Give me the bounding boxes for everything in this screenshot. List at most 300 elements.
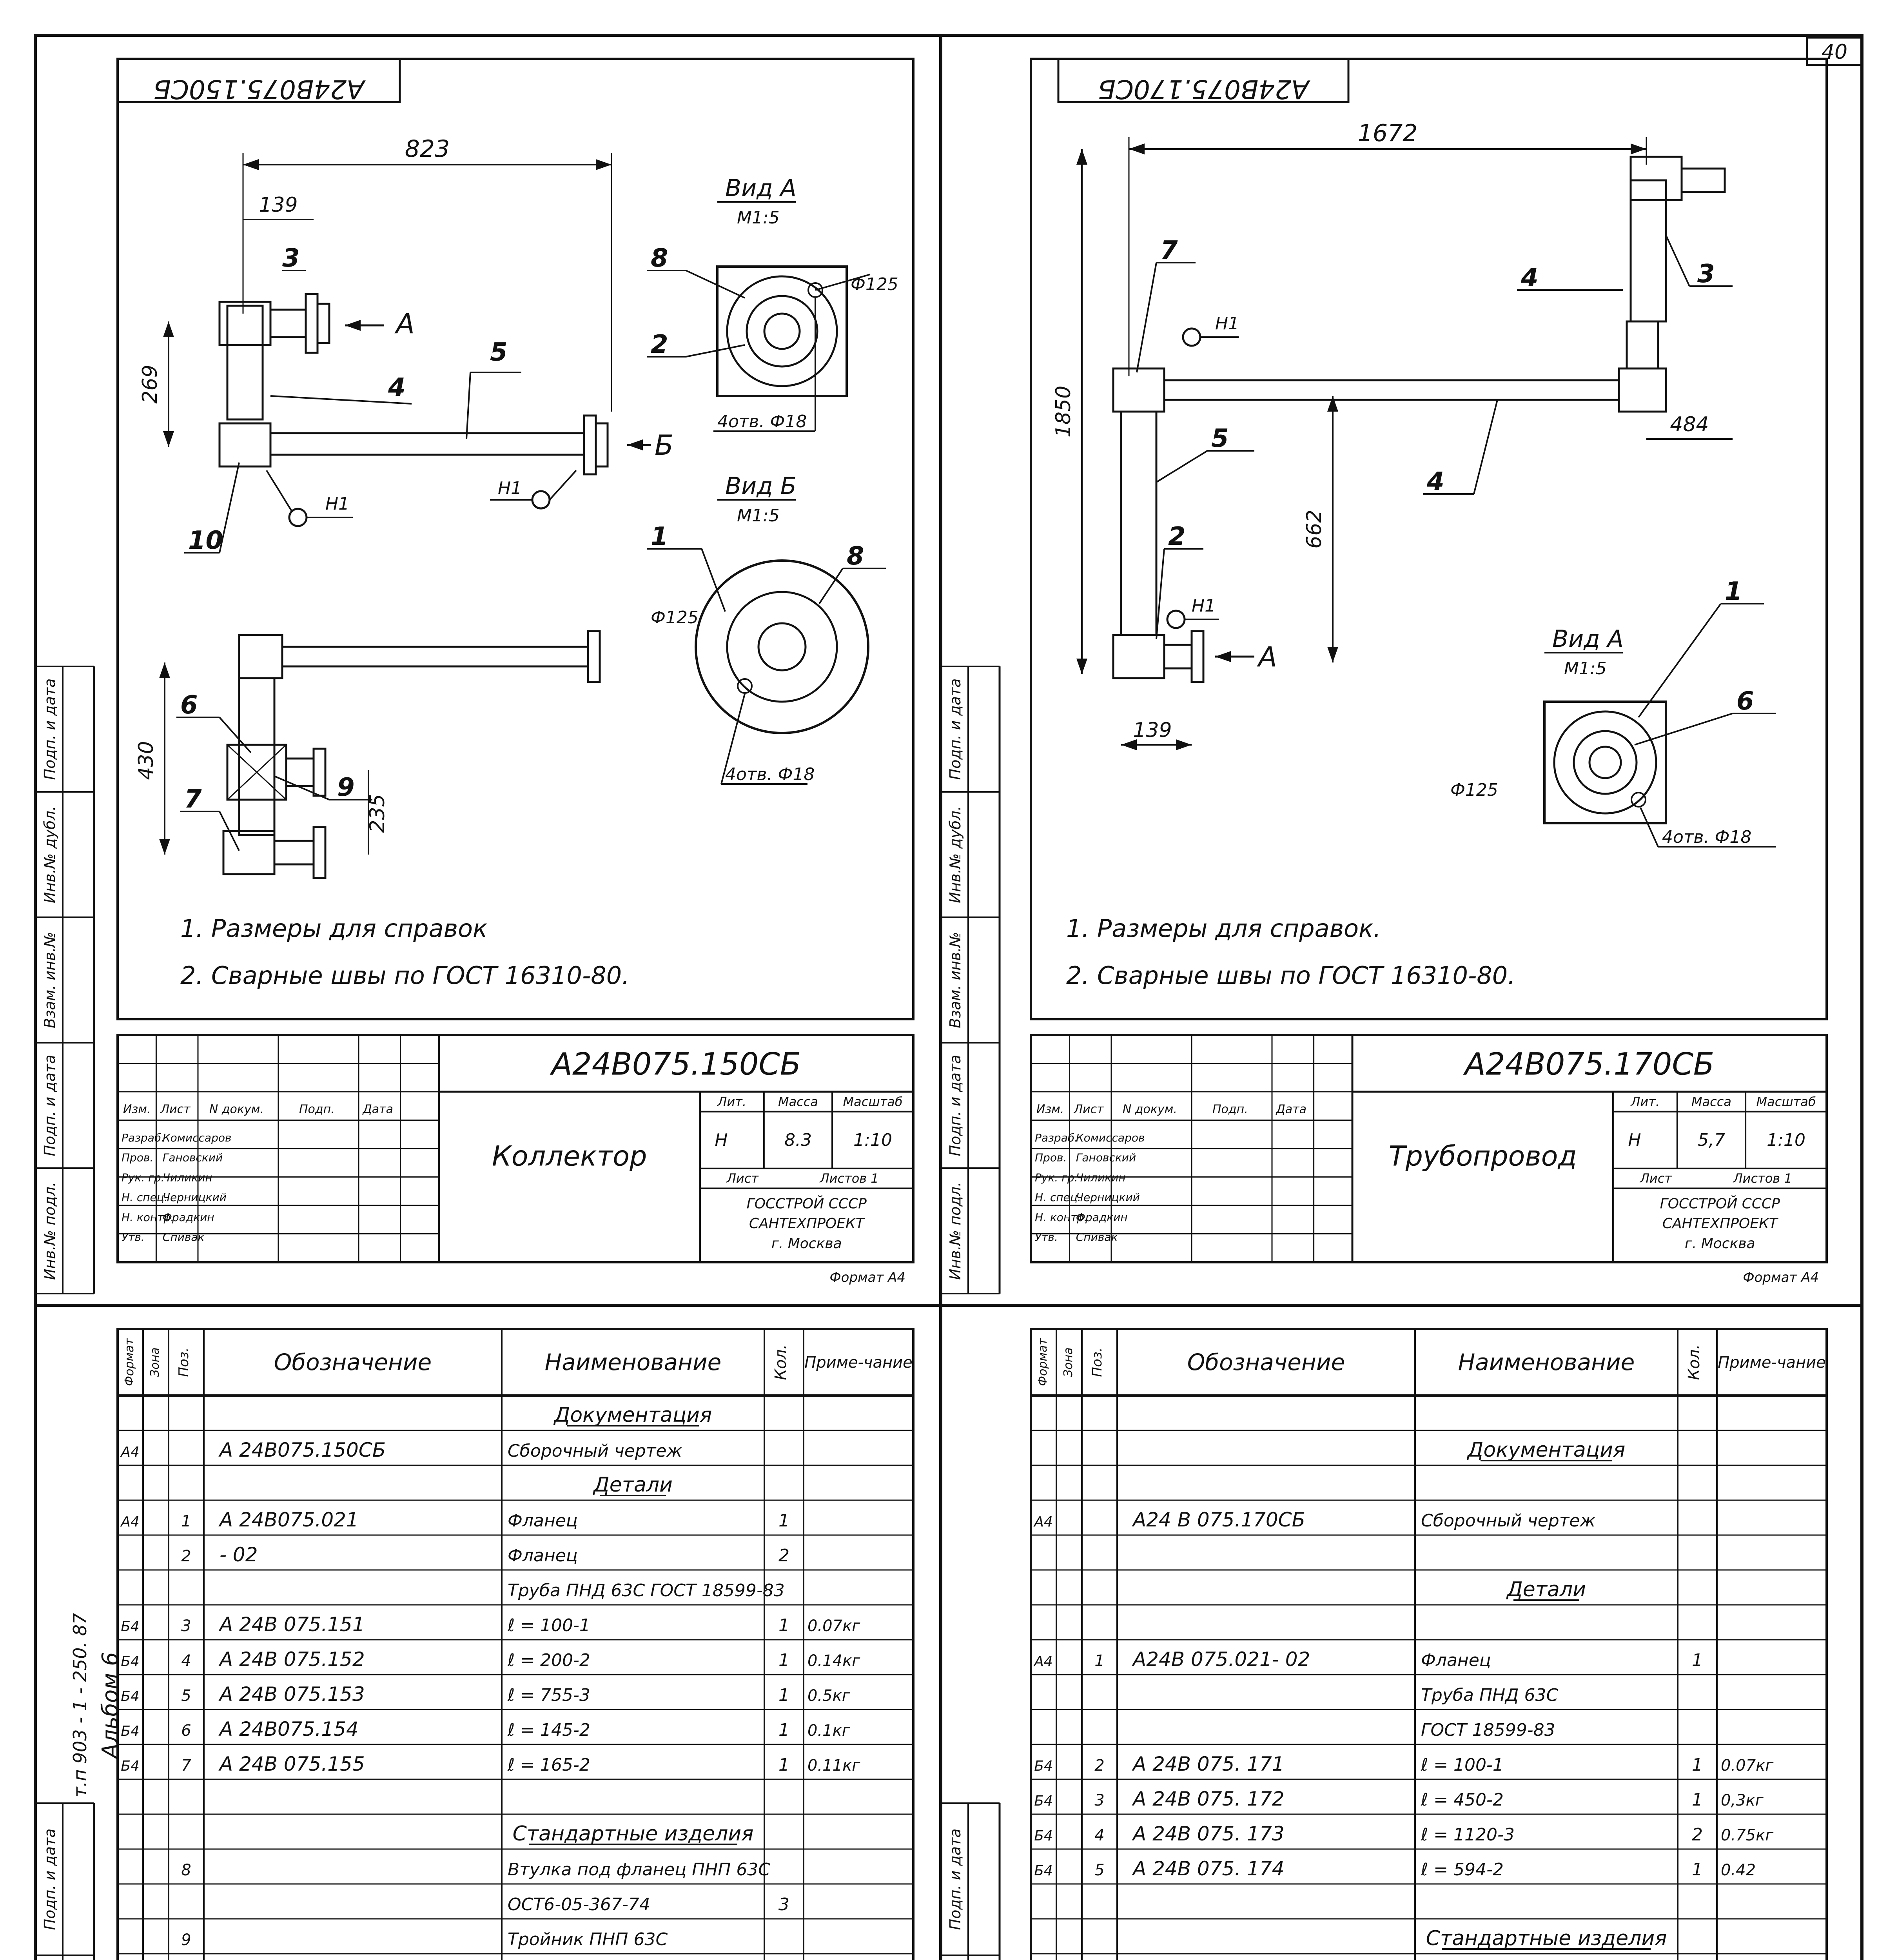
specification-table [118,1329,913,1960]
signatory-name: Гановский [162,1151,223,1164]
elbow-top-2 [239,635,282,678]
side-stamp-label: Инв.№ подл. [947,1181,964,1280]
leader [1137,263,1156,372]
cell-name: Детали [1507,1578,1586,1601]
mass-value: 8.3 [784,1130,812,1150]
label-sheet: Лист [726,1171,758,1186]
pos-4: 4 [388,373,406,402]
leader [466,372,470,439]
cell-name: Фланец [1421,1650,1491,1670]
dim-1850: 1850 [1052,385,1075,438]
flange-bottom [314,827,325,878]
pipe-stub [270,310,306,337]
arrowhead [1327,647,1338,662]
cell-qty: 2 [1692,1825,1703,1845]
cell-format: Б4 [1034,1863,1053,1879]
cell-name: ℓ = 100-1 [508,1615,590,1635]
cell-format: Б4 [121,1688,140,1704]
cell-code: А 24В 075. 172 [1133,1788,1285,1810]
view-a-scale: М1:5 [737,208,780,228]
pipe-horizontal-2 [282,647,588,666]
label-lit: Лит. [1631,1094,1660,1109]
dim-269: 269 [138,365,162,404]
cell-name: Втулка под фланец ПНП 63С [508,1860,771,1880]
signatory-name: Чиликин [1076,1171,1126,1184]
flange-circle-outer [727,276,837,386]
signatory-name: Чиликин [162,1171,212,1184]
view-a-scale: М1:5 [1564,659,1607,679]
cell-note: 0.14кг [807,1652,860,1670]
label-sheet: Лист [1640,1171,1672,1186]
arrowhead [1176,739,1192,750]
pos-8: 8 [847,542,864,571]
cell-name: Стандартные изделия [512,1822,754,1846]
cell-format: Б4 [121,1758,140,1774]
arrowhead [627,439,643,450]
arrowhead [159,662,170,678]
cell-name: ℓ = 594-2 [1421,1860,1504,1880]
cell-code: А 24В 075.152 [220,1648,365,1671]
arrowhead [163,321,174,337]
arrowhead [1631,143,1646,154]
product-name: Трубопровод [1388,1140,1577,1172]
cell-qty: 1 [778,1650,789,1670]
cell-code: А 24В075.150СБ [220,1439,386,1461]
cell-pos: 1 [1094,1652,1105,1670]
header-qty: Кол. [772,1344,790,1380]
leader [220,717,251,753]
dim-139: 139 [259,193,298,217]
cell-name: ГОСТ 18599-83 [1421,1720,1555,1740]
title-label-podp: Подп. [299,1102,335,1116]
cell-format: Б4 [121,1723,140,1739]
square-flange-a [1544,702,1666,823]
cell-pos: 1 [181,1512,191,1530]
side-stamp-label: Подп. и дата [947,1054,964,1156]
view-letter-a: А [1258,641,1277,673]
pos-6: 6 [180,691,198,720]
cell-format: Б4 [1034,1828,1053,1844]
cell-qty: 1 [778,1615,789,1635]
cell-code: А 24В 075.151 [220,1613,365,1636]
header-note: Приме-чание [804,1354,913,1372]
arrowhead [159,839,170,855]
cell-pos: 6 [181,1722,191,1740]
cell-pos: 8 [181,1861,191,1879]
arrowhead [243,159,259,170]
arrowhead [1215,651,1231,662]
cell-name: ℓ = 165-2 [508,1755,590,1775]
header-qty: Кол. [1685,1344,1703,1380]
cell-name: Тройник ПНП 63С [508,1929,668,1949]
weld-mark [1183,328,1200,346]
title-block-code: А24В075.170СБ [1464,1047,1715,1082]
title-label-utv: Утв. [122,1230,145,1244]
title-label-nspec: Н. спец. [122,1191,168,1204]
leader [550,470,576,500]
title-label-prov: Пров. [122,1151,154,1164]
cell-format: Б4 [121,1619,140,1635]
signatory-name: Фрадкин [1076,1210,1128,1224]
pos-1: 1 [1725,577,1742,606]
cell-format: А4 [1034,1653,1053,1670]
cell-name: Фланец [508,1546,578,1566]
label-mass: Масса [778,1094,818,1109]
cell-code: А 24В 075.155 [220,1753,365,1775]
side-stamp-label: Подп. и дата [41,1828,58,1930]
title-label-razrab: Разраб. [122,1131,165,1144]
title-label-prov: Пров. [1035,1151,1067,1164]
title-label-podp: Подп. [1212,1102,1248,1116]
mirrored-code: А24В075.170СБ [1098,74,1309,104]
cell-pos: 5 [1094,1861,1105,1879]
pipe-horizontal [1164,380,1619,400]
pos-5: 5 [490,338,508,367]
elbow-top-right [1631,157,1682,200]
cell-pos: 3 [1094,1791,1105,1809]
view-letter-b: Б [655,429,674,461]
cell-pos: 3 [181,1617,191,1635]
title-block [118,1035,913,1285]
flange-circle-mid [727,592,837,702]
weld-label-h1: Н1 [498,478,522,498]
cell-name: ℓ = 100-1 [1421,1755,1504,1775]
side-stamp-label: Подп. и дата [41,678,58,780]
cell-note: 0.75кг [1721,1826,1774,1844]
cell-code: А 24В 075. 174 [1133,1857,1285,1880]
label-sheets: Листов 1 [1733,1171,1792,1186]
flange-circle-inner [1589,747,1621,778]
leader [1640,808,1658,847]
pipe-stub-top [1682,169,1725,192]
side-stamp-label: Инв.№ дубл. [41,806,58,903]
cell-note: 0.07кг [1721,1757,1774,1775]
pos-4: 4 [1427,467,1444,496]
dim-662: 662 [1303,510,1326,549]
title-label-rukgr: Рук. гр. [122,1171,165,1184]
cell-note: 0,3кг [1721,1791,1764,1809]
pipe-horizontal [270,433,584,455]
cell-qty: 1 [778,1720,789,1740]
flange-circle-outer [1554,711,1656,813]
signatory-name: Гановский [1076,1151,1136,1164]
leader [686,345,745,357]
arrowhead [1076,659,1087,674]
header-zone: Зона [1061,1347,1075,1377]
cell-pos: 9 [181,1931,191,1949]
side-stamp-label: Взам. инв.№ [947,932,964,1028]
dim-1672: 1672 [1357,120,1418,147]
cell-pos: 2 [1094,1757,1105,1775]
cell-pos: 4 [181,1652,191,1670]
cell-name: Документация [1467,1438,1626,1462]
cell-name: ℓ = 1120-3 [1421,1825,1515,1845]
leader [1635,713,1733,745]
pos-7: 7 [1160,236,1178,265]
cell-format: Б4 [1034,1793,1053,1809]
cell-format: А4 [121,1514,140,1530]
label-mass: Масса [1691,1094,1731,1109]
title-block-code: А24В075.150СБ [551,1047,801,1082]
side-stamp-label: Подп. и дата [41,1054,58,1156]
pipe-vertical-2 [239,678,274,835]
cell-note: 0.5кг [807,1687,850,1705]
album-label: Альбом 6 [98,1652,123,1759]
cell-code: А 24В075.154 [220,1718,359,1740]
cell-code: - 02 [220,1543,258,1566]
header-note: Приме-чание [1718,1354,1826,1372]
bolt-holes-label: 4отв. Ф18 [725,764,815,784]
mass-value: 5,7 [1697,1130,1725,1150]
side-stamp-label: Подп. и дата [947,1828,964,1930]
flange-mid [314,749,325,796]
cell-note: 0.07кг [807,1617,860,1635]
pos-1: 1 [651,522,668,551]
bolt-hole [1631,793,1646,807]
drawing-frame [1031,59,1827,1019]
note-1: 1. Размеры для справок [180,914,488,943]
flange-top [306,294,318,353]
arrowhead [345,320,361,331]
pos-4: 4 [1521,263,1539,292]
lit-value: Н [1628,1130,1641,1150]
leader [686,270,745,298]
cell-name: Детали [593,1473,673,1497]
scale-value: 1:10 [853,1130,892,1150]
cell-qty: 1 [1692,1755,1703,1775]
title-label-ndoc: N докум. [209,1102,264,1116]
cell-name: ℓ = 145-2 [508,1720,590,1740]
leader [702,549,725,612]
org-dept: САНТЕХПРОЕКТ [749,1216,864,1232]
arrowhead [1327,396,1338,412]
side-stamp-label: Взам. инв.№ [41,932,58,1028]
elbow-bottom-2 [223,831,274,874]
leader [1638,604,1721,717]
signatory-name: Спивак [1076,1230,1118,1244]
bolt-holes-label: 4отв. Ф18 [717,412,807,432]
flange-circle-mid [1574,731,1637,794]
leader [220,463,239,553]
cell-qty: 1 [1692,1650,1703,1670]
org-name: ГОССТРОЙ СССР [746,1196,867,1212]
pipe-stub [274,841,314,864]
flange-circle-inner [758,623,806,670]
dim-430: 430 [134,741,158,780]
dia-125: Ф125 [1450,780,1498,800]
flange-right [584,416,596,474]
label-lit: Лит. [717,1094,747,1109]
cell-qty: 1 [778,1511,789,1531]
cell-qty: 1 [778,1685,789,1705]
cell-name: Сборочный чертеж [1421,1511,1596,1531]
org-name: ГОССТРОЙ СССР [1660,1196,1780,1212]
album-side-code: т.п 903 - 1 - 250. 87 [69,1613,91,1798]
mirrored-code: А24В075.150СБ [153,74,365,104]
weld-label-h1: Н1 [1215,314,1239,334]
pos-7: 7 [184,785,202,814]
cell-qty: 2 [778,1546,789,1566]
cell-name: Фланец [508,1511,578,1531]
arrowhead [163,431,174,447]
weld-mark [532,491,550,508]
pipe-stub [1164,645,1192,668]
flange-a [1192,631,1203,682]
cell-name: Документация [554,1403,712,1427]
title-label-list: Лист [160,1102,191,1116]
dia-125: Ф125 [851,274,898,294]
view-b-title: Вид Б [725,472,797,500]
header-code: Обозначение [274,1349,432,1376]
cell-qty: 3 [778,1895,789,1915]
arrowhead [1076,149,1087,165]
lit-value: Н [715,1130,728,1150]
cell-pos: 5 [181,1687,191,1705]
header-pos: Поз. [176,1347,192,1377]
cell-name: ℓ = 450-2 [1421,1790,1504,1810]
dim-235: 235 [366,794,389,833]
flange-circle-inner [764,314,800,349]
side-stamp-label: Подп. и дата [947,678,964,780]
header-pos: Поз. [1089,1347,1105,1377]
leader [267,470,292,512]
flange-right-face [596,423,608,466]
cell-qty: 1 [1692,1790,1703,1810]
pipe-vertical [227,306,263,419]
cell-code: А 24В075.021 [220,1508,359,1531]
view-letter-a: А [396,308,415,340]
cell-code: А24В 075.021- 02 [1133,1648,1310,1671]
cell-pos: 2 [181,1547,191,1565]
pos-6: 6 [1736,687,1754,716]
leader [1156,549,1164,639]
cell-format: Б4 [1034,1758,1053,1774]
view-b-scale: М1:5 [737,506,780,526]
signatory-name: Комиссаров [162,1131,232,1144]
pos-10: 10 [188,526,223,555]
pos-2: 2 [1168,522,1186,551]
side-stamp-label: Инв.№ дубл. [947,806,964,903]
header-name: Наименование [544,1349,722,1376]
cell-qty: 1 [778,1755,789,1775]
cell-name: ОСТ6-05-367-74 [508,1895,650,1915]
header-format: Формат [123,1338,136,1386]
cell-note: 0.42 [1721,1861,1756,1879]
cell-name: ℓ = 755-3 [508,1685,590,1705]
flange-circle-mid [747,296,817,367]
cell-note: 0.1кг [807,1722,850,1740]
view-a-title: Вид А [725,174,797,202]
title-label-data: Дата [363,1102,394,1116]
cell-name: Стандартные изделия [1426,1927,1667,1950]
cell-pos: 7 [181,1757,191,1775]
cell-code: А 24В 075. 173 [1133,1822,1285,1845]
product-name: Коллектор [492,1140,647,1172]
elbow-bottom-left [1113,635,1164,678]
cell-format: А4 [1034,1514,1053,1530]
title-label-nspec: Н. спец. [1035,1191,1081,1204]
format-label: Формат А4 [1743,1270,1819,1285]
title-label-rukgr: Рук. гр. [1035,1171,1078,1184]
pos-3: 3 [282,244,300,273]
specification-table [1031,1329,1827,1960]
pos-5: 5 [1211,424,1229,453]
pipe-riser [1627,321,1658,368]
cell-code: А24 В 075.170СБ [1133,1508,1305,1531]
view-a-title: Вид А [1552,625,1624,653]
flange-face [318,304,329,343]
cell-pos: 4 [1094,1826,1105,1844]
header-zone: Зона [148,1347,162,1377]
sheet-number: 40 [1821,40,1848,64]
dia-125: Ф125 [651,608,699,628]
cell-qty: 1 [1692,1860,1703,1880]
title-label-nkontr: Н. контр. [122,1210,174,1224]
arrowhead [1129,143,1145,154]
title-label-ndoc: N докум. [1122,1102,1177,1116]
pos-3: 3 [1697,260,1715,289]
org-city: г. Москва [1684,1235,1755,1252]
flange-2 [588,631,600,682]
signatory-name: Фрадкин [162,1210,214,1224]
header-format: Формат [1036,1338,1050,1386]
pos-8: 8 [651,244,668,273]
cell-format: Б4 [121,1653,140,1670]
signatory-name: Спивак [162,1230,205,1244]
round-flange-b [696,561,868,733]
title-label-izm: Изм. [123,1102,151,1116]
format-label: Формат А4 [829,1270,905,1285]
weld-label-h1: Н1 [1192,596,1216,616]
elbow-top-left [1113,368,1164,412]
note-1: 1. Размеры для справок. [1066,914,1381,943]
org-city: г. Москва [771,1235,842,1252]
title-block [1031,1035,1827,1285]
leader [1156,451,1207,482]
cell-format: А4 [121,1444,140,1460]
pipe-vertical-left [1121,412,1156,635]
label-sheets: Листов 1 [820,1171,879,1186]
weld-mark [1167,611,1185,628]
title-label-razrab: Разраб. [1035,1131,1078,1144]
title-label-list: Лист [1074,1102,1104,1116]
header-code: Обозначение [1187,1349,1345,1376]
title-label-nkontr: Н. контр. [1035,1210,1088,1224]
cell-name: ℓ = 200-2 [508,1650,590,1670]
pipe-vertical-right [1631,180,1666,321]
side-stamp-label: Инв.№ подл. [41,1181,58,1280]
elbow-bottom [220,423,270,466]
title-label-izm: Изм. [1036,1102,1064,1116]
title-label-data: Дата [1276,1102,1307,1116]
dim-139: 139 [1133,719,1172,742]
bolt-holes-label: 4отв. Ф18 [1662,827,1752,847]
dim-823: 823 [405,135,450,163]
scale-value: 1:10 [1767,1130,1805,1150]
header-name: Наименование [1458,1349,1635,1376]
note-2: 2. Сварные швы по ГОСТ 16310-80. [1066,961,1515,990]
cell-name: Сборочный чертеж [508,1441,682,1461]
label-scale: Масштаб [843,1094,903,1109]
dim-484: 484 [1670,413,1709,436]
signatory-name: Черницкий [162,1191,227,1204]
pos-9: 9 [337,773,355,802]
weld-label-h1: Н1 [325,494,350,514]
cell-note: 0.11кг [807,1757,860,1775]
signatory-name: Комиссаров [1076,1131,1145,1144]
pos-2: 2 [651,330,668,359]
leader [1474,400,1497,494]
